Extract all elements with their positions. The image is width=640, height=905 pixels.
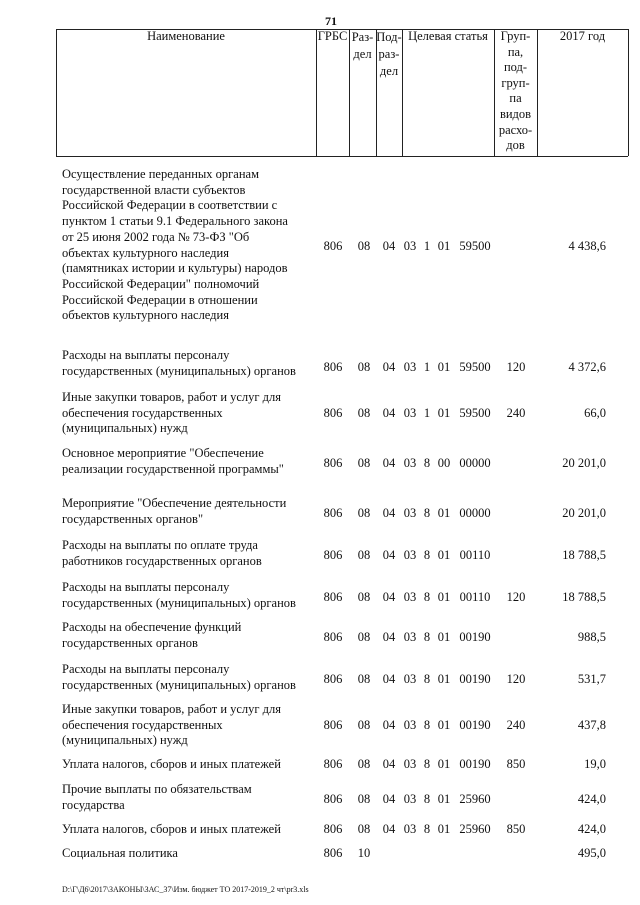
cell-t1: 03 [403,456,417,470]
row-name-line: Иные закупки товаров, работ и услуг для [62,390,282,404]
cell-t1: 03 [403,590,417,604]
cell-t3: 01 [437,590,451,604]
header-divider [56,29,57,156]
cell-pr: 04 [382,360,396,374]
cell-pr: 04 [382,239,396,253]
cell-grbs: 806 [323,846,343,860]
cell-sum: 437,8 [577,718,606,732]
row-name-line: государства [62,797,125,812]
cell-pr: 04 [382,590,396,604]
cell-pr: 04 [382,718,396,732]
cell-vr: 120 [506,590,526,604]
cell-t2: 1 [423,239,431,253]
cell-t1: 03 [403,672,417,686]
cell-sum: 4 438,6 [568,239,606,253]
cell-pr: 04 [382,792,396,806]
header-group-line: па [509,91,522,106]
row-name [62,446,312,477]
cell-rz: 08 [357,360,371,374]
header-group [494,29,537,154]
cell-t4: 00190 [459,718,491,732]
row-name-line: Российской Федерации в соответствии с [62,198,278,213]
cell-t4: 25960 [459,792,491,806]
row-name [62,167,312,324]
cell-grbs: 806 [323,718,343,732]
cell-rz: 08 [357,822,371,836]
row-name-line: работников государственных органов [62,553,262,568]
row-name-line: обеспечения государственных [62,717,223,732]
cell-sum: 531,7 [577,672,606,686]
cell-rz: 08 [357,239,371,253]
header-podrazdel-line: дел [379,64,399,78]
header-podrazdel-line: раз- [378,47,400,61]
cell-sum: 988,5 [577,630,606,644]
cell-t4: 00000 [459,506,491,520]
cell-t2: 8 [423,757,431,771]
row-name [62,620,312,651]
cell-t3: 01 [437,792,451,806]
cell-grbs: 806 [323,360,343,374]
header-divider [402,29,403,156]
cell-t4: 59500 [459,239,491,253]
cell-t1: 03 [403,718,417,732]
row-name [62,757,312,773]
cell-t2: 8 [423,506,431,520]
cell-t1: 03 [403,506,417,520]
cell-grbs: 806 [323,548,343,562]
cell-grbs: 806 [323,630,343,644]
cell-t1: 03 [403,360,417,374]
header-group-line: дов [506,138,525,153]
cell-t4: 25960 [459,822,491,836]
header-divider [316,29,317,156]
cell-vr: 120 [506,360,526,374]
cell-rz: 08 [357,630,371,644]
cell-pr: 04 [382,672,396,686]
row-name-line: государственных (муниципальных) органов [62,595,296,610]
row-name-line: объектах культурного наследия [62,245,229,260]
row-name-line: Российской Федерации в отношении [62,292,258,307]
cell-grbs: 806 [323,239,343,253]
cell-grbs: 806 [323,792,343,806]
cell-rz: 08 [357,718,371,732]
cell-t3: 01 [437,360,451,374]
cell-t2: 8 [423,718,431,732]
row-name-line: Основное мероприятие "Обеспечение [62,446,264,460]
row-name-line: Мероприятие "Обеспечение деятельности [62,496,287,510]
cell-t3: 01 [437,630,451,644]
cell-grbs: 806 [323,506,343,520]
row-name [62,662,312,693]
cell-t4: 00110 [459,548,491,562]
row-name-line: пунктом 1 статьи 9.1 Федерального закона [62,214,288,229]
header-grbs: ГРБС [317,29,348,43]
row-name-line: Иные закупки товаров, работ и услуг для [62,702,282,716]
row-name [62,782,312,813]
cell-rz: 08 [357,548,371,562]
cell-grbs: 806 [323,757,343,771]
cell-rz: 10 [357,846,371,860]
cell-sum: 18 788,5 [562,548,606,562]
row-name-line: от 25 июня 2002 года № 73-ФЗ "Об [62,229,250,244]
row-name-line: Прочие выплаты по обязательствам [62,782,252,796]
cell-pr: 04 [382,456,396,470]
cell-sum: 19,0 [584,757,606,771]
cell-sum: 424,0 [577,822,606,836]
row-name-line: Уплата налогов, сборов и иных платежей [62,822,281,836]
header-group-line: расхо- [498,122,533,137]
cell-grbs: 806 [323,822,343,836]
header-name: Наименование [147,29,225,43]
row-name-line: объектов культурного наследия [62,308,229,323]
header-bottom-border [56,156,628,157]
cell-vr: 240 [506,406,526,420]
cell-t2: 8 [423,590,431,604]
cell-sum: 424,0 [577,792,606,806]
cell-t1: 03 [403,239,417,253]
row-name-line: государственных (муниципальных) органов [62,677,296,692]
cell-t2: 1 [423,360,431,374]
row-name-line: государственных (муниципальных) органов [62,363,296,378]
row-name-line: Социальная политика [62,846,178,860]
cell-t4: 00190 [459,757,491,771]
row-name-line: (муниципальных) нужд [62,733,188,748]
cell-vr: 240 [506,718,526,732]
row-name-line: государственной власти субъектов [62,182,246,197]
cell-vr: 850 [506,822,526,836]
cell-grbs: 806 [323,456,343,470]
header-razdel-line: Раз- [351,30,374,44]
header-podrazdel [376,29,402,80]
row-name-line: Расходы на выплаты персоналу [62,348,230,362]
row-name-line: государственных органов" [62,511,204,526]
header-podrazdel-line: Под- [376,30,402,44]
footer-path: D:\Г\Д6\2017\ЗАКОНЫ\ЗАС_37\Изм. бюджет ТО 2017-2019_2 чт\pr3.xls [62,885,309,894]
cell-rz: 08 [357,456,371,470]
header-group-line: груп- [501,75,530,90]
cell-pr: 04 [382,548,396,562]
cell-sum: 20 201,0 [562,456,606,470]
cell-sum: 4 372,6 [568,360,606,374]
cell-t2: 1 [423,406,431,420]
cell-t1: 03 [403,406,417,420]
header-razdel-line: дел [353,47,372,61]
cell-sum: 20 201,0 [562,506,606,520]
cell-rz: 08 [357,757,371,771]
header-divider [537,29,538,156]
row-name-line: государственных органов [62,635,198,650]
row-name-line: (памятниках истории и культуры) народов [62,261,288,276]
row-name-line: реализации государственной программы" [62,461,284,476]
cell-t2: 8 [423,792,431,806]
row-name [62,822,312,838]
header-group-line: видов [499,106,532,121]
header-group-line: па, [507,44,524,59]
row-name-line: Расходы на выплаты персоналу [62,580,230,594]
cell-t1: 03 [403,822,417,836]
cell-pr: 04 [382,406,396,420]
cell-sum: 66,0 [584,406,606,420]
cell-t2: 8 [423,822,431,836]
cell-t4: 59500 [459,406,491,420]
cell-t3: 01 [437,757,451,771]
cell-t1: 03 [403,792,417,806]
cell-grbs: 806 [323,590,343,604]
row-name [62,702,312,749]
header-group-line: Груп- [500,29,531,43]
cell-t3: 01 [437,506,451,520]
header-target: Целевая статья [408,29,488,43]
row-name-line: Уплата налогов, сборов и иных платежей [62,757,281,771]
cell-t4: 59500 [459,360,491,374]
cell-t1: 03 [403,548,417,562]
row-name [62,846,312,862]
cell-t1: 03 [403,630,417,644]
cell-t4: 00190 [459,672,491,686]
cell-vr: 120 [506,672,526,686]
cell-rz: 08 [357,792,371,806]
cell-t3: 01 [437,672,451,686]
cell-t2: 8 [423,548,431,562]
cell-t3: 01 [437,239,451,253]
cell-t3: 01 [437,406,451,420]
cell-rz: 08 [357,506,371,520]
cell-t4: 00190 [459,630,491,644]
cell-sum: 18 788,5 [562,590,606,604]
cell-t2: 8 [423,456,431,470]
row-name-line: (муниципальных) нужд [62,421,188,436]
cell-t4: 00000 [459,456,491,470]
cell-rz: 08 [357,406,371,420]
cell-t4: 00110 [459,590,491,604]
cell-vr: 850 [506,757,526,771]
header-razdel [349,29,376,63]
cell-t3: 00 [437,456,451,470]
row-name [62,580,312,611]
page-number: 71 [325,14,337,28]
cell-t3: 01 [437,822,451,836]
cell-rz: 08 [357,590,371,604]
cell-grbs: 806 [323,406,343,420]
header-group-line: под- [503,60,528,75]
row-name-line: Осуществление переданных органам [62,167,259,181]
cell-rz: 08 [357,672,371,686]
row-name-line: Расходы на выплаты персоналу [62,662,230,676]
header-year: 2017 год [559,29,606,43]
header-divider [628,29,629,156]
row-name-line: обеспечения государственных [62,405,223,420]
row-name [62,538,312,569]
cell-t2: 8 [423,672,431,686]
row-name [62,348,312,379]
cell-pr: 04 [382,630,396,644]
cell-t3: 01 [437,718,451,732]
row-name-line: Расходы на обеспечение функций [62,620,242,634]
cell-t2: 8 [423,630,431,644]
cell-t3: 01 [437,548,451,562]
row-name-line: Расходы на выплаты по оплате труда [62,538,258,552]
cell-grbs: 806 [323,672,343,686]
cell-t1: 03 [403,757,417,771]
cell-pr: 04 [382,822,396,836]
cell-pr: 04 [382,506,396,520]
row-name-line: Российской Федерации" полномочий [62,276,260,291]
cell-pr: 04 [382,757,396,771]
cell-sum: 495,0 [577,846,606,860]
row-name [62,496,312,527]
row-name [62,390,312,437]
